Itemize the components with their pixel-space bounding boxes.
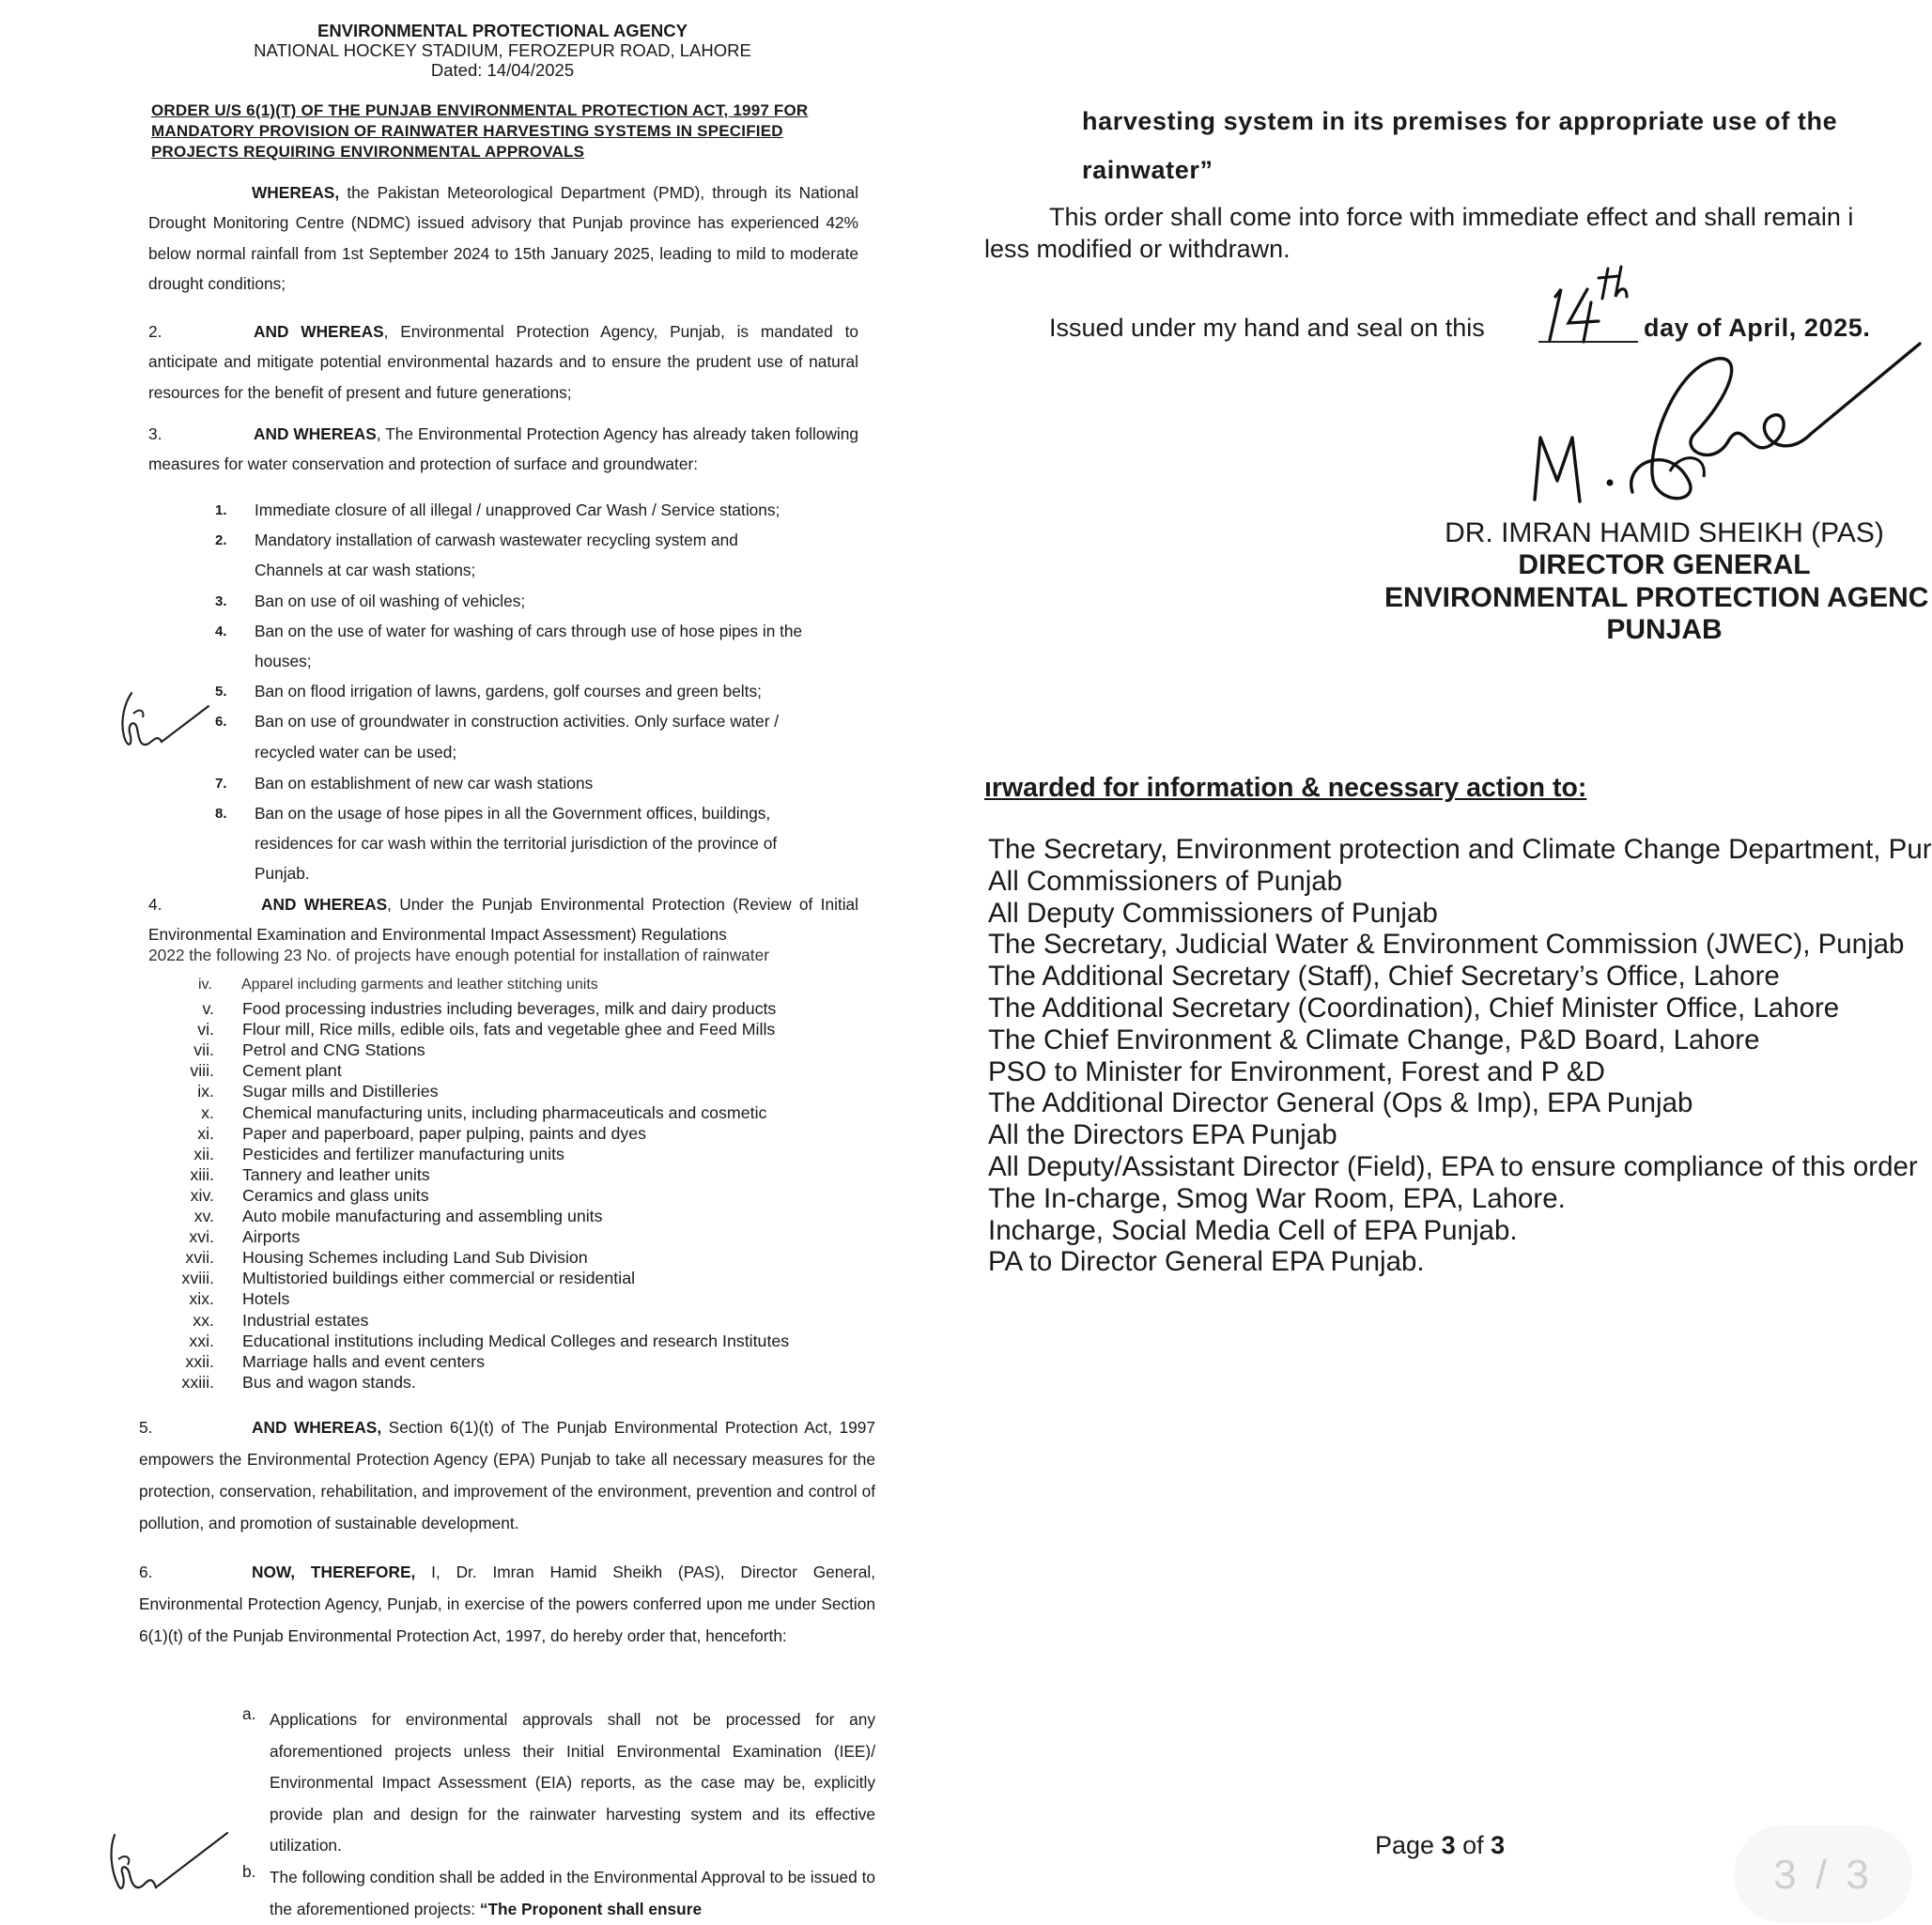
distribution-item: PA to Director General EPA Punjab. bbox=[988, 1246, 1425, 1278]
distribution-item: The Additional Secretary (Coordination), Chief Minister Office, Lahore bbox=[988, 993, 1840, 1024]
para4-text: , Under the Punjab Environmental Protection (Review of Initial Environmental Examination and Environmental Impact Assessment) Regulations bbox=[148, 895, 858, 945]
force-clause-line-2: less modified or withdrawn. bbox=[984, 235, 1291, 263]
distribution-item: All Deputy/Assistant Director (Field), EPA to ensure compliance of this order bbox=[988, 1151, 1918, 1182]
para1-text: the Pakistan Meteorological Department (PMD), through its National Drought Monitoring Centre (NDMC) issued advisory that Punjab province has experienced 42% below normal rainfall from 1st September 2024 to 15th January 2025, leading to mild to moderate drought conditions; bbox=[148, 183, 858, 294]
paragraph-now-therefore bbox=[139, 1556, 875, 1652]
distribution-item: The In-charge, Smog War Room, EPA, Lahore. bbox=[988, 1182, 1566, 1214]
para4-number: 4. bbox=[148, 895, 162, 914]
para3-text: , The Environmental Protection Agency has already taken following measures for water conservation and protection of surface and groundwater: bbox=[148, 424, 858, 474]
para2-text: , Environmental Protection Agency, Punjab, is mandated to anticipate and mitigate potential environmental hazards and to ensure the prudent use of natural resources for the benefit of present and future generations; bbox=[148, 322, 858, 402]
quote-continuation-line-2: rainwater” bbox=[1082, 156, 1213, 184]
left-document-page: ENVIRONMENTAL PROTECTIONAL AGENCY NATIONAL HOCKEY STADIUM, FEROZEPUR ROAD, LAHORE Dated: 14/04/2025 ORDER U/S 6(1)(T) OF THE PUNJAB ENVIRONMENTAL PROTECTION ACT, 1997 FOR MANDATORY PROVISION OF RAINWATER HARVESTING SYSTEMS IN SPECIFIED PROJECTS REQUIRING ENVIRONMENTAL APPROVALS WHEREAS, the Pakistan Meteorological Department (PMD), through its National Drought Monitoring Centre (NDMC) issued advisory that Punjab province has experienced 42% below normal rainfall from 1st September 2024 to 15th January 2025, leading to mild to moderate drought conditions; 2. AND WHEREAS, Environmental Protection Agency, Punjab, is mandated to anticipate and mitigate potential environmental hazards and to ensure the prudent use of natural resources for the benefit of present and future generations; 3. AND WHEREAS, The Environmental Protection Agency has already taken following measures for water conservation and protection of surface and groundwater: 1. Immediate closure of all illegal / unapproved Car Wash / Service stations; 2. Mandatory installation of carwash wastewater recycling system and Channels at car wash stations; 3. Ban on use of oil washing of vehicles; 4. Ban on the use of water for washing of cars through use of hose pipes in the houses; 5. Ban on flood irrigation of lawns, gardens, golf courses and green belts; 6. Ban on use of groundwater in construction activities. Only surface water / recycled water can be used; 7. Ban on establishment of new car wash stations 8. Ban on the usage of hose pipes in all the Government offices, buildings, residences for car wash within the territorial jurisdiction of the province of Punjab. 4. AND WHEREAS, Under the Punjab Environmental Protection (Review of Initial Environmental Examination and Environmental Impact Assessment) Regulations 2022 the following 23 No. of projects have enough potential for installation of rainwater iv. Apparel including garments and leather stitching units v. Food processing industries including beverages, milk and dairy products vi. Flour mill, Rice mills, edible oils, fats and vegetable ghee and Feed Mills vii. Petrol and CNG Stations viii. Cement plant ix. Sugar mills and Distilleries x. Chemical manufacturing units, including pharmaceuticals and cosmetic xi. Paper and paperboard, paper pulping, paints and dyes xii. Pesticides and fertilizer manufacturing units xiii. Tannery and leather units xiv. Ceramics and glass units xv. Auto mobile manufacturing and assembling units xvi. Airports xvii. Housing Schemes including Land Sub Division xviii. Multistoried buildings either commercial or residential xix. Hotels xx. Industrial estates xxi. Educational institutions including Medical Colleges and research Institutes xxii. Marriage halls and event centers xxiii. Bus and wagon stands. 5. AND WHEREAS, Section 6(1)(t) of The Punjab Environmental Protection Act, 1997 empowers the Environmental Protection Agency (EPA) Punjab to take all necessary measures for the protection, conservation, rehabilitation, and improvement of the environment, prevention and control of pollution, and promotion of sustainable development. 6. NOW, THEREFORE, I, Dr. Imran Hamid Sheikh (PAS), Director General, Environmental Protection Agency, Punjab, in exercise of the powers conferred upon me under Section 6(1)(t) of the Punjab Environmental Protection Act, 1997, do hereby order that, henceforth: a. Applications for environmental approvals shall not be processed for any aforementioned projects unless their Initial Environmental Examination (IEE)/ Environmental Impact Assessment (EIA) reports, as the case may be, explicitly provide plan and design for the rainwater harvesting system and its effective utilization. b. The following condition shall be added in the Environmental Approval to be issued to the aforementioned projects: “The Proponent shall ensure bbox=[0, 0, 977, 1923]
page-indicator-text: 3 / 3 bbox=[1773, 1852, 1873, 1898]
clause-b-letter: b. bbox=[242, 1862, 256, 1881]
clause-b-text: The following condition shall be added in the Environmental Approval to be issued to the aforementioned projects: “The Proponent shall ensure bbox=[270, 1868, 875, 1918]
agency-name: ENVIRONMENTAL PROTECTIONAL AGENCY bbox=[317, 21, 688, 40]
para3-number: 3. bbox=[148, 424, 162, 443]
distribution-item: PSO to Minister for Environment, Forest and P &D bbox=[988, 1055, 1605, 1087]
para3-lead: AND WHEREAS bbox=[254, 424, 377, 443]
paragraph-whereas-3 bbox=[148, 419, 858, 480]
para5-text: Section 6(1)(t) of The Punjab Environmental Protection Act, 1997 empowers the Environmental Protection Agency (EPA) Punjab to take all necessary measures for the protection, conservation, rehabilitation, and improvement of the environment, prevention and control of pollution, and promotion of sustainable development. bbox=[139, 1418, 875, 1532]
subject-line-2: MANDATORY PROVISION OF RAINWATER HARVESTING SYSTEMS IN SPECIFIED bbox=[151, 122, 783, 140]
para5-number: 5. bbox=[139, 1418, 153, 1437]
para1-lead: WHEREAS, bbox=[252, 183, 340, 202]
signatory-name: DR. IMRAN HAMID SHEIKH (PAS) bbox=[1445, 517, 1884, 548]
order-date: Dated: 14/04/2025 bbox=[430, 60, 575, 80]
para5-lead: AND WHEREAS, bbox=[252, 1418, 382, 1437]
quote-continuation-line-1: harvesting system in its premises for appropriate use of the bbox=[1082, 107, 1838, 135]
paragraph-whereas-5 bbox=[139, 1411, 875, 1539]
distribution-item: The Secretary, Judicial Water & Environment Commission (JWEC), Punjab bbox=[988, 929, 1905, 961]
distribution-item: Incharge, Social Media Cell of EPA Punjab. bbox=[988, 1214, 1518, 1246]
force-clause-line-1: This order shall come into force with immediate effect and shall remain i bbox=[1049, 203, 1854, 231]
director-signature-icon bbox=[1529, 340, 1924, 507]
issued-prefix: Issued under my hand and seal on this bbox=[1049, 314, 1485, 342]
signatory-title: DIRECTOR GENERAL bbox=[1518, 549, 1811, 580]
page-indicator-pill bbox=[1734, 1825, 1912, 1923]
page-number-label: Page 3 of 3 bbox=[1375, 1831, 1506, 1859]
distribution-item: All the Directors EPA Punjab bbox=[988, 1119, 1337, 1151]
para6-number: 6. bbox=[139, 1563, 153, 1581]
distribution-item: All Deputy Commissioners of Punjab bbox=[988, 897, 1438, 929]
signatory-organization: ENVIRONMENTAL PROTECTION AGENC bbox=[1384, 582, 1929, 613]
agency-address: NATIONAL HOCKEY STADIUM, FEROZEPUR ROAD, LAHORE bbox=[254, 40, 751, 60]
issued-suffix: day of April, 2025. bbox=[1644, 314, 1871, 342]
clause-a-text: Applications for environmental approvals shall not be processed for any aforementioned projects unless their Initial Environmental Examination (IEE)/ Environmental Impact Assessment (EIA) reports, as the case may be, explicitly provide plan and design for the rainwater harvesting system and its effective utilization. bbox=[270, 1710, 875, 1855]
distribution-item: All Commissioners of Punjab bbox=[988, 865, 1343, 897]
distribution-item: The Secretary, Environment protection and Climate Change Department, Pur bbox=[988, 834, 1932, 865]
distribution-item: The Additional Secretary (Staff), Chief Secretary’s Office, Lahore bbox=[988, 961, 1780, 993]
paragraph-whereas-4 bbox=[148, 889, 858, 950]
para2-lead: AND WHEREAS bbox=[254, 322, 384, 341]
para2-number: 2. bbox=[148, 322, 162, 341]
subject-line-3: PROJECTS REQUIRING ENVIRONMENTAL APPROVALS bbox=[151, 143, 585, 161]
para6-lead: NOW, THEREFORE, bbox=[252, 1563, 416, 1581]
handwritten-day-graphic bbox=[1540, 265, 1653, 346]
signatory-region: PUNJAB bbox=[1606, 614, 1723, 645]
distribution-item: The Additional Director General (Ops & Imp), EPA Punjab bbox=[988, 1087, 1693, 1119]
para4-lead: AND WHEREAS bbox=[261, 895, 388, 914]
cut-off-line: 2022 the following 23 No. of projects have enough potential for installation of rainwater bbox=[148, 946, 769, 964]
cut-off-project-item: iv. Apparel including garments and leather stitching units bbox=[198, 977, 598, 993]
initials-signature-icon bbox=[111, 685, 214, 756]
distribution-item: The Chief Environment & Climate Change, P&D Board, Lahore bbox=[988, 1024, 1760, 1055]
para6-text: I, Dr. Imran Hamid Sheikh (PAS), Director General, Environmental Protection Agency, Punjab, in exercise of the powers conferred upon me under Section 6(1)(t) of the Punjab Environmental Protection Act, 1997, do hereby order that, henceforth: bbox=[139, 1563, 875, 1645]
forwarded-heading: ırwarded for information & necessary action to: bbox=[984, 773, 1587, 803]
subject-line-1: ORDER U/S 6(1)(T) OF THE PUNJAB ENVIRONMENTAL PROTECTION ACT, 1997 FOR bbox=[151, 101, 809, 119]
clause-a-letter: a. bbox=[242, 1704, 256, 1723]
initials-signature-icon bbox=[101, 1829, 233, 1900]
paragraph-whereas-1 bbox=[148, 177, 858, 300]
paragraph-whereas-2 bbox=[148, 316, 858, 408]
